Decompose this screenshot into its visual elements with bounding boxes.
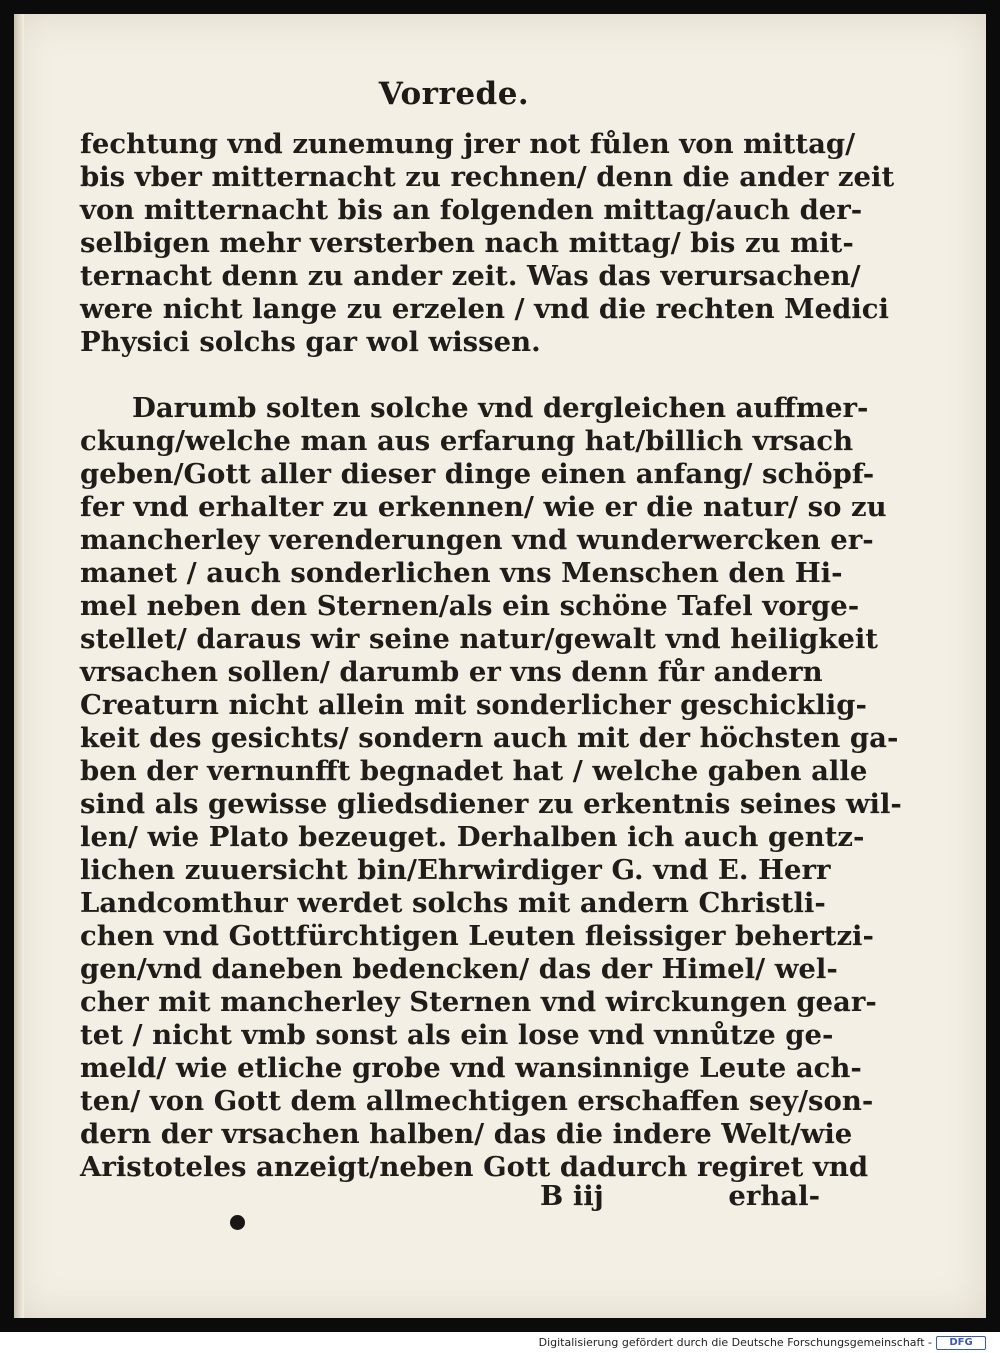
text-line: manet / auch sonderlichen vns Menschen den Hi-: [80, 557, 843, 589]
signature-mark: B iij: [540, 1180, 604, 1212]
text-line: dern der vrsachen halben/ das die indere Welt/wie: [80, 1118, 853, 1150]
funding-credit: Digitalisierung gefördert durch die Deutsche Forschungsgemeinschaft -: [538, 1336, 932, 1349]
book-page: [14, 14, 986, 1318]
text-line: Aristoteles anzeigt/neben Gott dadurch regiret vnd: [80, 1151, 869, 1183]
text-line: ternacht denn zu ander zeit. Was das verursachen/: [80, 260, 861, 292]
text-line: stellet/ daraus wir seine natur/gewalt vnd heiligkeit: [80, 623, 878, 655]
text-line: von mitternacht bis an folgenden mittag/auch der-: [80, 194, 863, 226]
text-line: ben der vernunfft begnadet hat / welche gaben alle: [80, 755, 868, 787]
text-line: vrsachen sollen/ darumb er vns denn fůr andern: [80, 656, 823, 688]
text-line: mancherley verenderungen vnd wunderwercken er-: [80, 524, 874, 556]
text-line: geben/Gott aller dieser dinge einen anfang/ schöpf-: [80, 458, 875, 490]
text-line: ten/ von Gott dem allmechtigen erschaffen sey/son-: [80, 1085, 874, 1117]
text-line: lichen zuuersicht bin/Ehrwirdiger G. vnd E. Herr: [80, 854, 831, 886]
text-line: Landcomthur werdet solchs mit andern Christli-: [80, 887, 826, 919]
text-line: keit des gesichts/ sondern auch mit der höchsten ga-: [80, 722, 899, 754]
text-line: tet / nicht vmb sonst als ein lose vnd vnnůtze ge-: [80, 1019, 834, 1051]
text-line: bis vber mitternacht zu rechnen/ denn die ander zeit: [80, 161, 895, 193]
text-line: sind als gewisse gliedsdiener zu erkentnis seines wil-: [80, 788, 902, 820]
text-line: Physici solchs gar wol wissen.: [80, 326, 541, 358]
running-head: Vorrede.: [378, 76, 530, 112]
text-line: Darumb solten solche vnd dergleichen auffmer-: [132, 392, 869, 424]
text-line: gen/vnd daneben bedencken/ das der Himel/ wel-: [80, 953, 838, 985]
text-line: chen vnd Gottfürchtigen Leuten fleissiger behertzi-: [80, 920, 874, 952]
text-line: meld/ wie etliche grobe vnd wansinnige Leute ach-: [80, 1052, 862, 1084]
text-line: selbigen mehr versterben nach mittag/ bis zu mit-: [80, 227, 854, 259]
text-line: mel neben den Sternen/als ein schöne Tafel vorge-: [80, 590, 860, 622]
page-gutter-shadow: [14, 14, 24, 1318]
ink-spot: [230, 1215, 245, 1230]
text-line: fer vnd erhalter zu erkennen/ wie er die natur/ so zu: [80, 491, 887, 523]
text-line: len/ wie Plato bezeuget. Derhalben ich auch gentz-: [80, 821, 865, 853]
text-line: Creaturn nicht allein mit sonderlicher geschicklig-: [80, 689, 867, 721]
text-line: cher mit mancherley Sternen vnd wirckungen gear-: [80, 986, 877, 1018]
text-line: ckung/welche man aus erfarung hat/billich vrsach: [80, 425, 854, 457]
text-line: fechtung vnd zunemung jrer not fůlen von mittag/: [80, 128, 856, 160]
catchword: erhal-: [728, 1180, 820, 1212]
text-line: were nicht lange zu erzelen / vnd die rechten Medici: [80, 293, 889, 325]
dfg-logo: DFG: [936, 1336, 986, 1350]
